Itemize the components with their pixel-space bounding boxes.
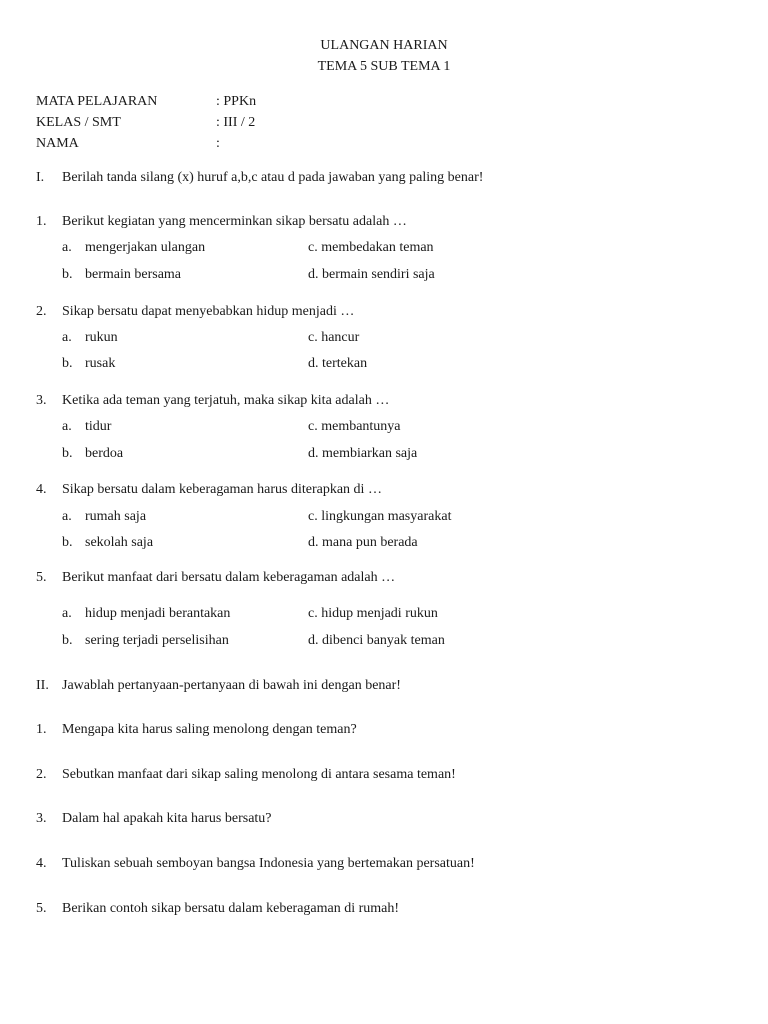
question-number: 3.	[36, 393, 47, 408]
option-letter: b.	[62, 356, 73, 371]
essay-question-number: 3.	[36, 811, 47, 826]
section-2-instruction: Jawablah pertanyaan-pertanyaan di bawah ini dengan benar!	[62, 678, 401, 693]
question-text: Berikut kegiatan yang mencerminkan sikap bersatu adalah …	[62, 214, 407, 229]
option-text: berdoa	[85, 446, 124, 461]
worksheet-subtitle: TEMA 5 SUB TEMA 1	[317, 59, 451, 74]
option-text: c. hidup menjadi rukun	[308, 606, 438, 621]
option-letter: b.	[62, 446, 73, 461]
essay-question-text: Dalam hal apakah kita harus bersatu?	[62, 811, 272, 826]
section-1-number: I.	[36, 170, 45, 185]
option-letter: b.	[62, 633, 73, 648]
question-number: 1.	[36, 214, 47, 229]
class-label: KELAS / SMT	[36, 115, 121, 130]
option-text: d. bermain sendiri saja	[308, 267, 435, 282]
option-text: mengerjakan ulangan	[85, 240, 206, 255]
essay-question-number: 1.	[36, 722, 47, 737]
essay-question-text: Tuliskan sebuah semboyan bangsa Indonesia yang bertemakan persatuan!	[62, 856, 475, 871]
option-letter: a.	[62, 509, 72, 524]
essay-question-text: Sebutkan manfaat dari sikap saling menolong di antara sesama teman!	[62, 767, 456, 782]
option-text: rumah saja	[85, 509, 147, 524]
question-text: Berikut manfaat dari bersatu dalam keberagaman adalah …	[62, 570, 396, 585]
option-letter: b.	[62, 267, 73, 282]
option-text: d. membiarkan saja	[308, 446, 418, 461]
question-text: Sikap bersatu dapat menyebabkan hidup menjadi …	[62, 304, 355, 319]
question-number: 5.	[36, 570, 47, 585]
essay-question-text: Mengapa kita harus saling menolong dengan teman?	[62, 722, 357, 737]
option-text: rukun	[85, 330, 118, 345]
subject-value: : PPKn	[216, 94, 257, 109]
option-text: sering terjadi perselisihan	[85, 633, 229, 648]
option-letter: a.	[62, 330, 72, 345]
question-number: 2.	[36, 304, 47, 319]
subject-label: MATA PELAJARAN	[36, 94, 158, 109]
question-number: 4.	[36, 482, 47, 497]
question-text: Sikap bersatu dalam keberagaman harus diterapkan di …	[62, 482, 382, 497]
option-text: d. dibenci banyak teman	[308, 633, 445, 648]
option-text: d. tertekan	[308, 356, 368, 371]
option-text: c. membantunya	[308, 419, 401, 434]
option-letter: b.	[62, 535, 73, 550]
question-text: Ketika ada teman yang terjatuh, maka sikap kita adalah …	[62, 393, 390, 408]
option-text: c. membedakan teman	[308, 240, 434, 255]
option-text: bermain bersama	[85, 267, 182, 282]
option-text: d. mana pun berada	[308, 535, 418, 550]
option-text: hidup menjadi berantakan	[85, 606, 231, 621]
option-text: c. lingkungan masyarakat	[308, 509, 452, 524]
essay-question-number: 4.	[36, 856, 47, 871]
option-text: sekolah saja	[85, 535, 154, 550]
option-text: c. hancur	[308, 330, 360, 345]
class-value: : III / 2	[216, 115, 256, 130]
name-label: NAMA	[36, 136, 79, 151]
section-1-instruction: Berilah tanda silang (x) huruf a,b,c atau d pada jawaban yang paling benar!	[62, 170, 484, 185]
section-2-number: II.	[36, 678, 49, 693]
essay-question-number: 2.	[36, 767, 47, 782]
essay-question-text: Berikan contoh sikap bersatu dalam keberagaman di rumah!	[62, 901, 400, 916]
worksheet-title: ULANGAN HARIAN	[320, 38, 448, 53]
option-text: tidur	[85, 419, 112, 434]
essay-question-number: 5.	[36, 901, 47, 916]
option-text: rusak	[85, 356, 116, 371]
option-letter: a.	[62, 240, 72, 255]
name-value: :	[216, 136, 220, 151]
option-letter: a.	[62, 419, 72, 434]
option-letter: a.	[62, 606, 72, 621]
